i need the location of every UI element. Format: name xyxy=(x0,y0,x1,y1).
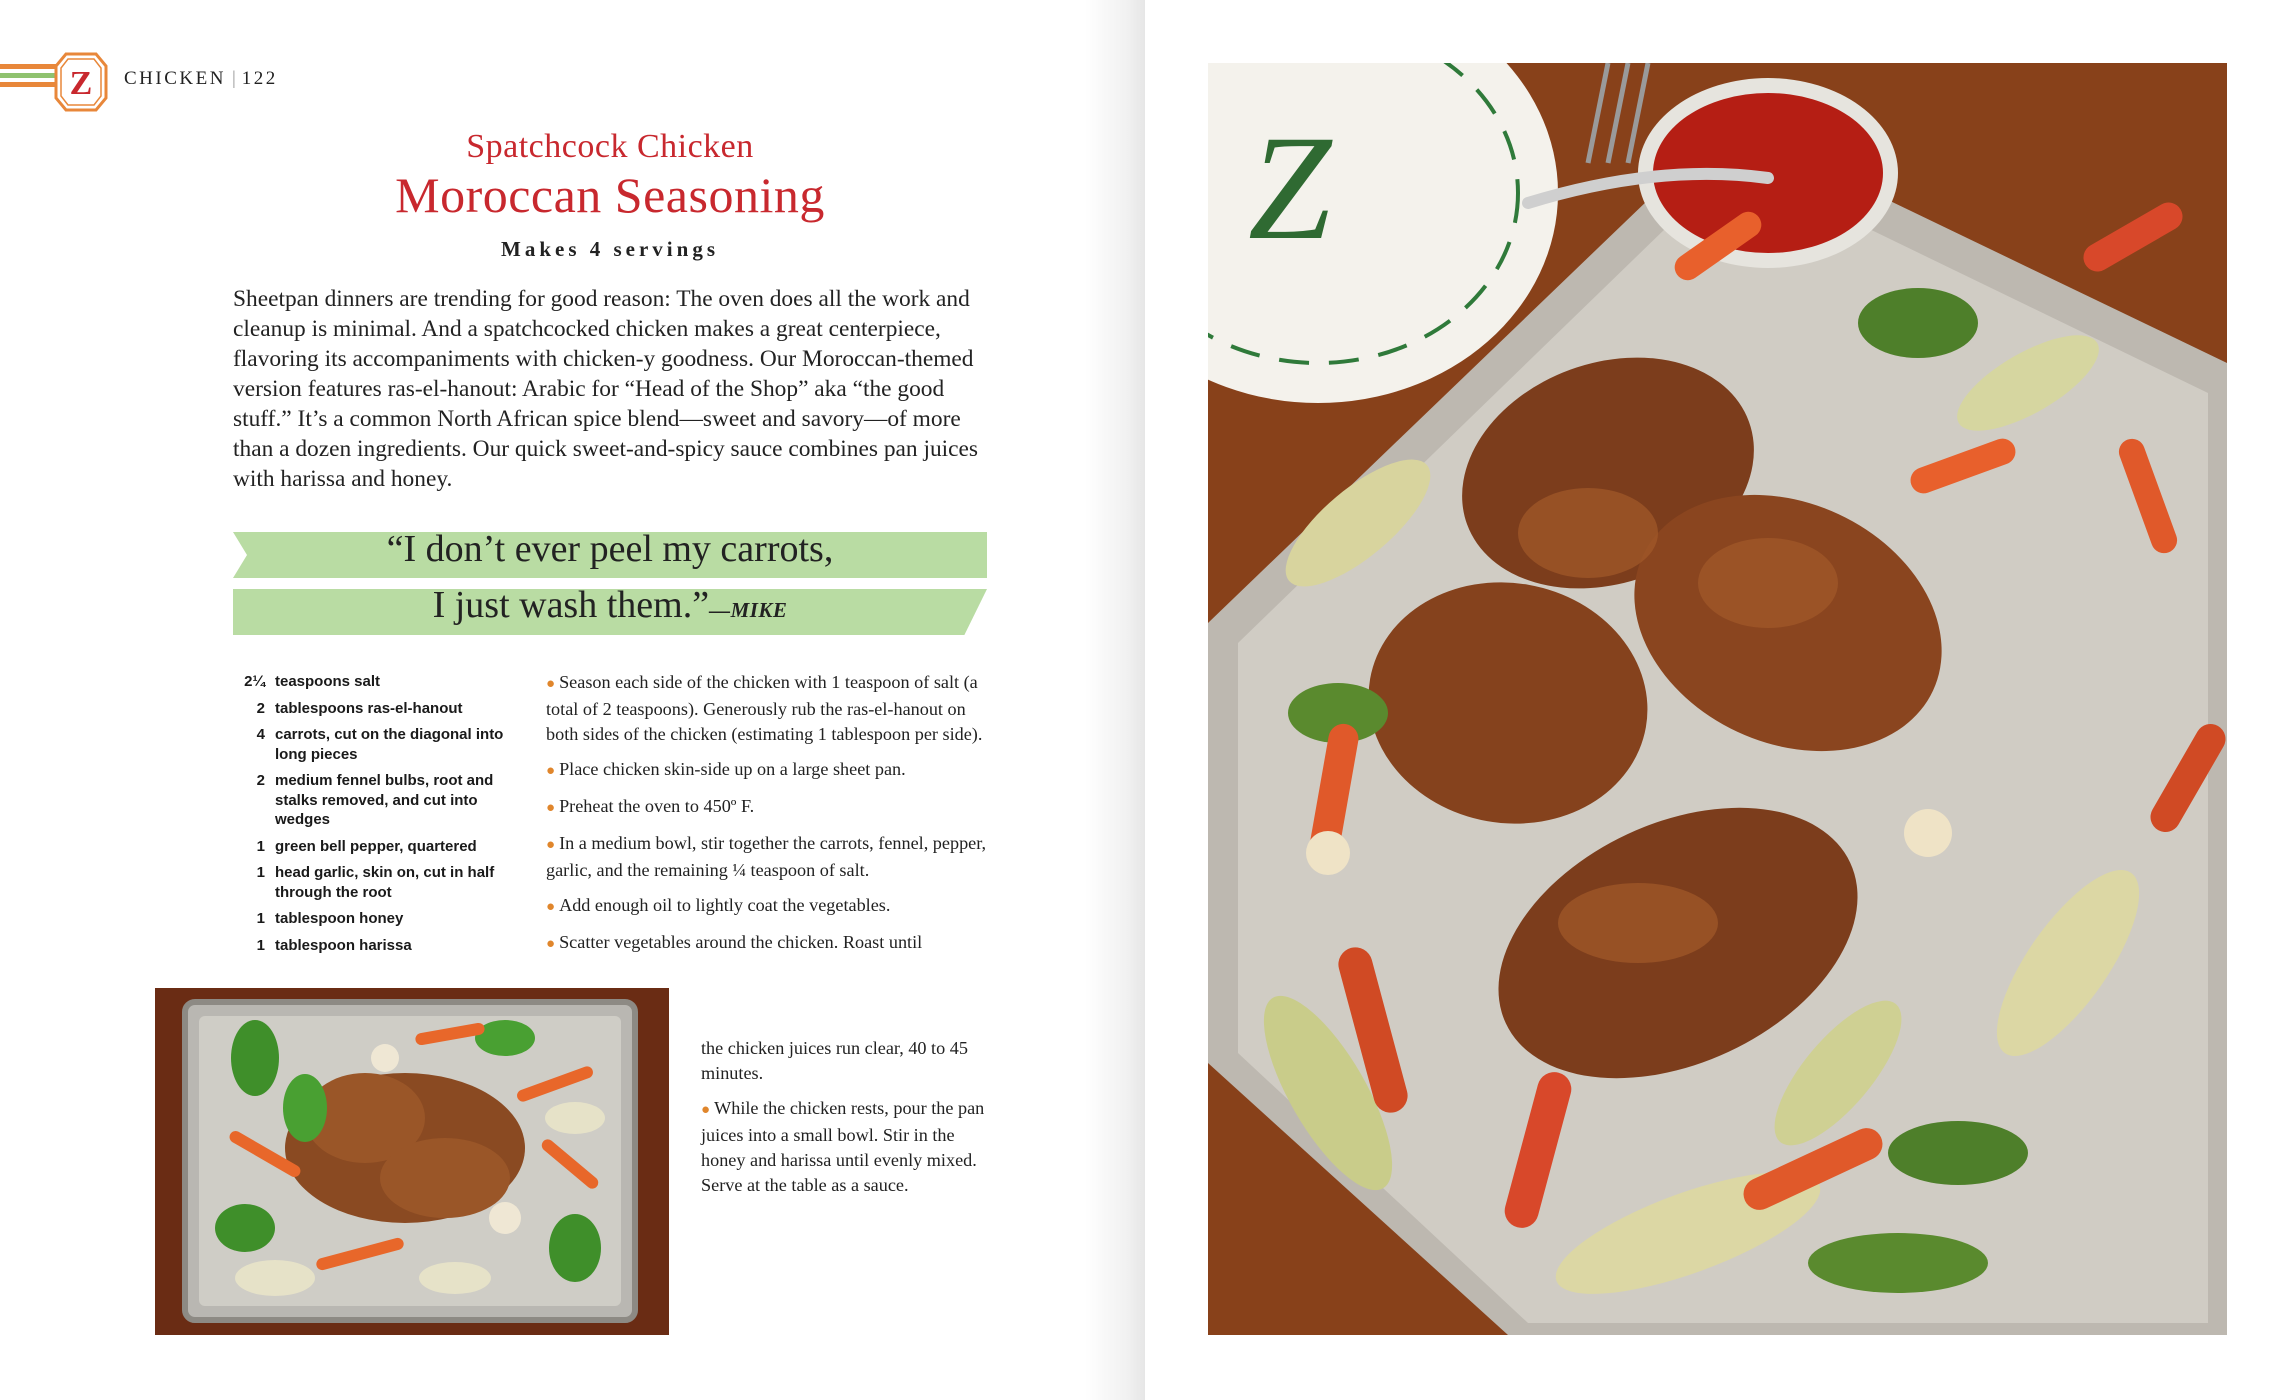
ingredient-item xyxy=(233,672,523,692)
ingredient-list xyxy=(233,672,523,962)
running-head xyxy=(124,68,278,90)
ingredient-item xyxy=(233,863,523,902)
step-text: Season each side of the chicken with 1 teaspoon of salt (a total of 2 teaspoons). Generously rub the ras-el-hanout on both sides of the chicken (estimating 1 tablespoon per side). xyxy=(546,672,983,744)
ingredient-qty: 2¼ xyxy=(244,673,265,690)
ingredient-text: tablespoons ras-el-hanout xyxy=(275,699,463,717)
ingredient-text: carrots, cut on the diagonal into long pieces xyxy=(275,726,504,763)
svg-text:Z: Z xyxy=(69,65,93,102)
ingredient-text: head garlic, skin on, cut in half through the root xyxy=(275,864,495,901)
pull-quote-line2 xyxy=(233,583,987,627)
page-gutter xyxy=(1085,0,1145,1400)
ingredient-item xyxy=(233,699,523,719)
bullet-icon: ● xyxy=(546,800,556,816)
ingredient-item xyxy=(233,771,523,830)
ingredient-qty: 1 xyxy=(256,910,265,927)
ingredient-text: teaspoons salt xyxy=(275,673,381,690)
step-item xyxy=(546,930,996,957)
ingredient-item xyxy=(233,725,523,764)
section-name: CHICKEN xyxy=(124,68,226,89)
ingredient-item xyxy=(233,837,523,857)
step-text: Scatter vegetables around the chicken. Roast until xyxy=(559,932,923,952)
step-text: In a medium bowl, stir together the carrots, fennel, pepper, garlic, and the remaining ¼ teaspoon of salt. xyxy=(546,833,987,880)
quote-attribution: —MIKE xyxy=(709,598,788,622)
pull-quote-line2-text: I just wash them.” xyxy=(432,584,710,626)
ingredient-qty: 1 xyxy=(256,837,265,855)
header-stripes xyxy=(0,64,58,98)
ingredient-qty: 1 xyxy=(256,936,265,954)
step-text: While the chicken rests, pour the pan juices into a small bowl. Stir in the honey and harissa until evenly mixed. Serve at the table as a sauce. xyxy=(701,1098,985,1195)
intro-paragraph: Sheetpan dinners are trending for good reason: The oven does all the work and cleanup is minimal. And a spatchcocked chicken makes a great centerpiece, flavoring its accompaniments with chicken-y goodness. Our Moroccan-themed version features ras-el-hanout: Arabic for “Head of the Shop” aka “the good stuff.” It’s a common North African spice blend—sweet and savory—of more than a dozen ingredients. Our quick sweet-and-spicy sauce combines pan juices with harissa and honey. xyxy=(233,286,979,492)
pull-quote-line1: “I don’t ever peel my carrots, xyxy=(386,528,834,570)
step-item xyxy=(546,757,996,784)
z-logo-badge xyxy=(54,52,108,112)
step-continuation: the chicken juices run clear, 40 to 45 minutes. xyxy=(701,1038,968,1083)
bullet-icon: ● xyxy=(546,899,556,915)
bullet-icon: ● xyxy=(546,936,556,952)
ingredient-qty: 2 xyxy=(256,699,265,717)
bullet-icon: ● xyxy=(546,676,556,692)
plate-z-mark: Z xyxy=(1248,105,1332,271)
sheetpan-raw-photo xyxy=(155,988,669,1335)
bullet-icon: ● xyxy=(546,763,556,779)
servings-note: Makes 4 servings xyxy=(501,237,719,261)
step-text: Place chicken skin-side up on a large sheet pan. xyxy=(559,759,906,779)
step-item xyxy=(546,794,996,821)
bullet-icon: ● xyxy=(546,837,556,853)
left-page xyxy=(0,0,1145,1400)
ingredient-text: tablespoon harissa xyxy=(275,936,412,954)
step-text: Preheat the oven to 450º F. xyxy=(559,796,755,816)
ingredient-qty: 1 xyxy=(256,864,265,881)
step-text: Add enough oil to lightly coat the vegetables. xyxy=(559,895,891,915)
recipe-title-line1: Spatchcock Chicken xyxy=(466,128,754,165)
method-steps-continued xyxy=(701,1036,1001,1208)
roasted-chicken-photo xyxy=(1208,63,2227,1335)
ingredient-qty: 4 xyxy=(256,726,265,743)
head-separator: | xyxy=(231,68,236,89)
step-item xyxy=(701,1096,1001,1198)
method-steps xyxy=(546,670,996,967)
step-item xyxy=(546,670,996,747)
ingredient-qty: 2 xyxy=(256,772,265,789)
recipe-title-line2: Moroccan Seasoning xyxy=(395,167,825,223)
ingredient-item xyxy=(233,936,523,956)
step-item xyxy=(546,831,996,883)
page-number: 122 xyxy=(241,68,278,89)
ingredient-item xyxy=(233,909,523,929)
ingredient-text: tablespoon honey xyxy=(275,910,404,927)
bullet-icon: ● xyxy=(701,1102,711,1118)
ingredient-text: medium fennel bulbs, root and stalks removed, and cut into wedges xyxy=(275,772,494,828)
step-item xyxy=(546,893,996,920)
ingredient-text: green bell pepper, quartered xyxy=(275,837,477,855)
